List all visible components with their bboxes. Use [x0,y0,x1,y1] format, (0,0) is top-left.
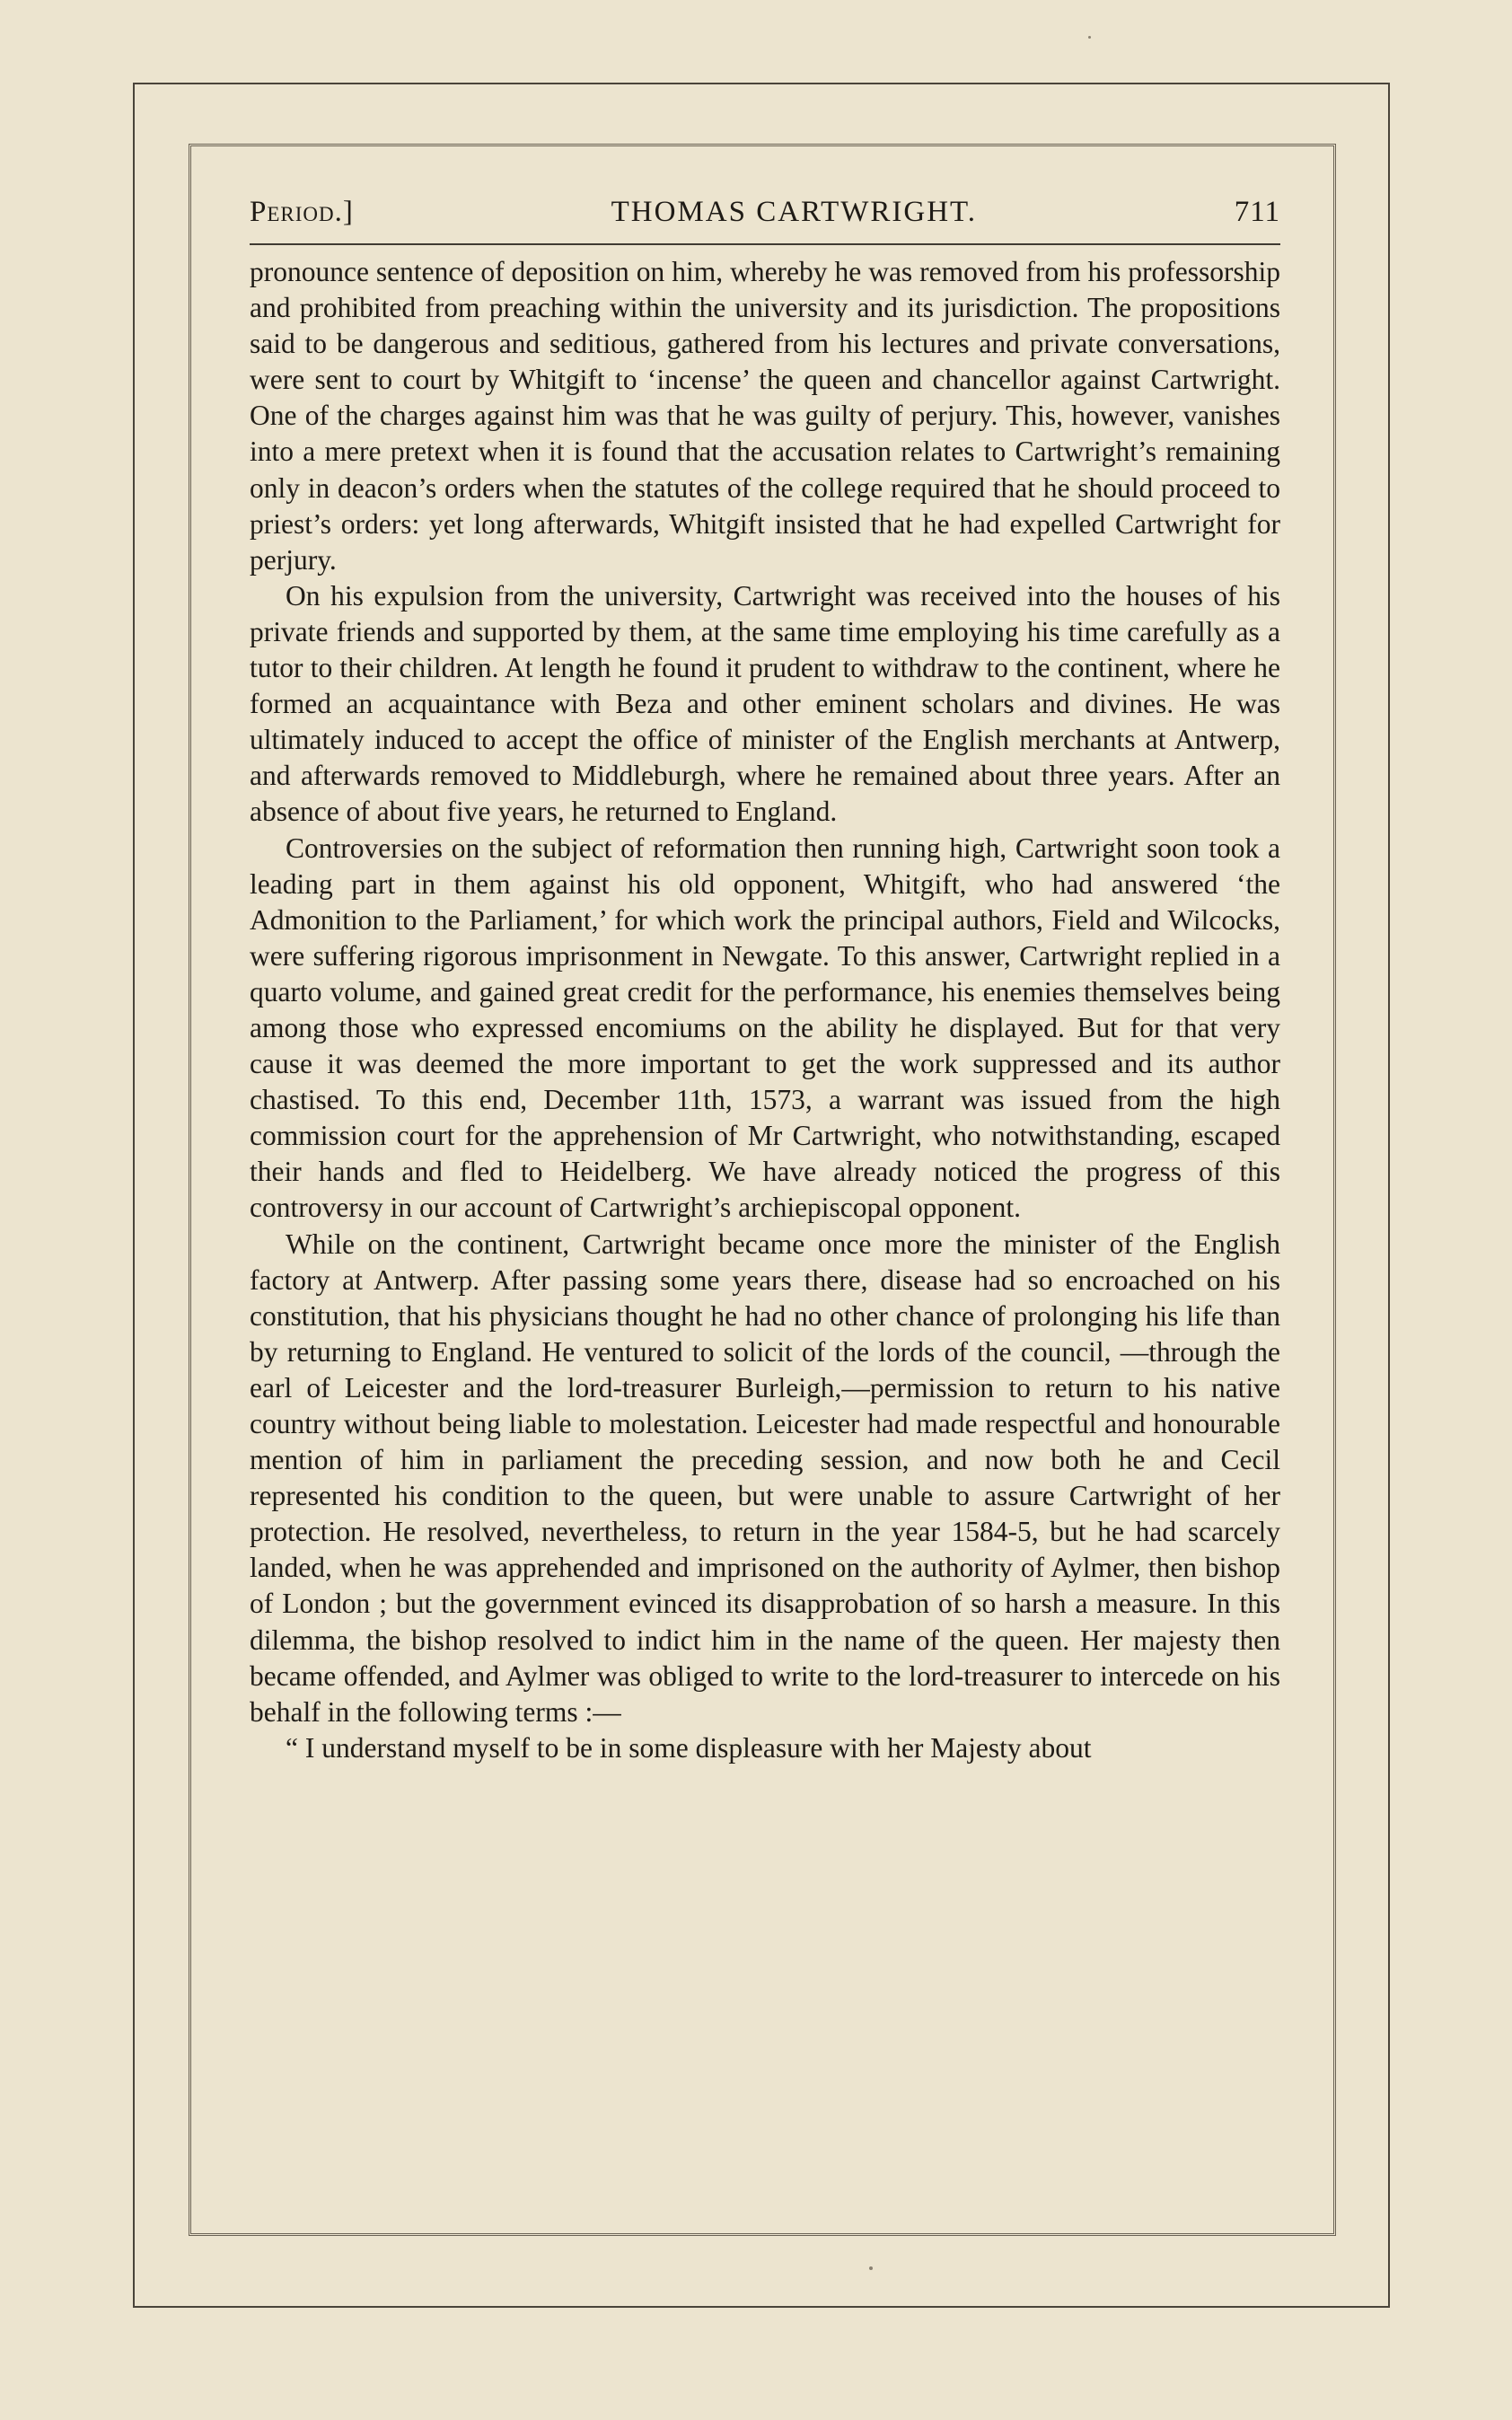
running-head-title: THOMAS CARTWRIGHT. [611,196,977,228]
paragraph: On his expulsion from the university, Cartwright was received into the houses of his private friends and supported by them, at the same time employing his time carefully as a tutor to their children. At length he found it prudent to withdraw to the continent, where he formed an acquaintance with Beza and other eminent scholars and divines. He was ultimately induced to accept the office of minister of the English merchants at Antwerp, and afterwards removed to Middleburgh, where he remained about three years. After an absence of about five years, he returned to England. [250,579,1280,828]
running-head-period: Period.] [250,196,354,228]
body-text [250,254,1280,1766]
page-content [250,196,1280,1766]
paragraph: pronounce sentence of deposition on him, whereby he was removed from his professorship and prohibited from preaching within the university and its jurisdiction. The propositions said to be dangerous and seditious, gathered from his lectures and private conversations, were sent to court by Whitgift to ‘incense’ the queen and chancellor against Cartwright. One of the charges against him was that he was guilty of perjury. This, however, vanishes into a mere pretext when it is found that the accusation relates to Cartwright’s remaining only in deacon’s orders when the statutes of the college required that he should proceed to priest’s orders: yet long afterwards, Whitgift insisted that he had expelled Cartwright for perjury. [250,256,1280,576]
page-number: 711 [1234,196,1280,228]
paragraph: “ I understand myself to be in some displeasure with her Majesty about [286,1731,1092,1764]
paper-speck [869,2266,873,2270]
paper-speck [1088,36,1091,39]
paragraph: Controversies on the subject of reformation then running high, Cartwright soon took a leading part in them against his old opponent, Whitgift, who had answered ‘the Admonition to the Parliament,’ for which work the principal authors, Field and Wilcocks, were suffering rigorous imprisonment in Newgate. To this answer, Cartwright replied in a quarto volume, and gained great credit for the performance, his enemies themselves being among those who expressed encomiums on the ability he displayed. But for that very cause it was deemed the more important to get the work suppressed and its author chastised. To this end, December 11th, 1573, a warrant was issued from the high commission court for the apprehension of Mr Cartwright, who notwithstanding, escaped their hands and fled to Heidelberg. We have already noticed the progress of this controversy in our account of Cartwright’s archiepiscopal opponent. [250,832,1280,1224]
running-head [250,196,1280,245]
paragraph: While on the continent, Cartwright became once more the minister of the English factory at Antwerp. After passing some years there, disease had so encroached on his constitution, that his physicians thought he had no other chance of prolonging his life than by returning to England. He ventured to solicit of the lords of the council, —through the earl of Leicester and the lord-treasurer Burleigh,—permission to return to his native country without being liable to molestation. Leicester had made respectful and honourable mention of him in parliament the preceding session, and now both he and Cecil represented his condition to the queen, but were unable to assure Cartwright of her protection. He resolved, nevertheless, to return in the year 1584-5, but he had scarcely landed, when he was apprehended and imprisoned on the authority of Aylmer, then bishop of London ; but the government evinced its disapprobation of so harsh a measure. In this dilemma, the bishop resolved to indict him in the name of the queen. Her majesty then became offended, and Aylmer was obliged to write to the lord-treasurer to intercede on his behalf in the following terms :— [250,1228,1280,1728]
